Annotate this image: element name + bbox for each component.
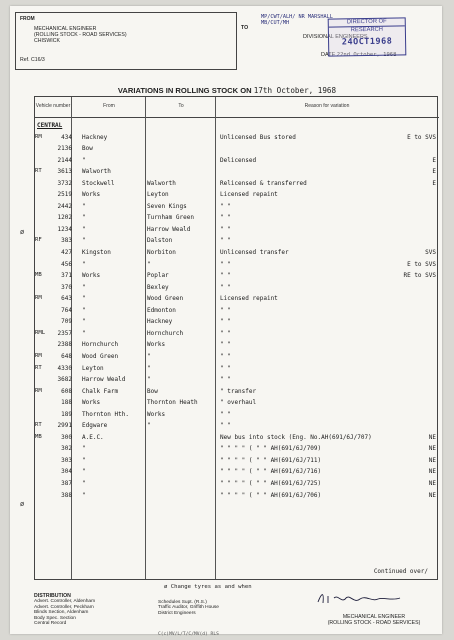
- vehicle-number: 371: [61, 272, 72, 280]
- vehicle-number: 4330: [57, 364, 72, 372]
- from-cell: ": [82, 329, 86, 337]
- reason-cell: " ": [220, 341, 231, 349]
- to-cell: Bow: [147, 387, 158, 395]
- reason-cell: " " " " ( " " AH(691/6J/711): [220, 456, 322, 464]
- me-line: (ROLLING STOCK - ROAD SERVICES): [327, 620, 421, 626]
- from-cell: Hornchurch: [82, 341, 119, 349]
- reason-cell: Licensed repaint: [220, 191, 278, 199]
- from-cell: Kingston: [82, 249, 111, 256]
- to-cell: Wood Green: [147, 295, 184, 303]
- from-line: CHISWICK: [34, 38, 60, 45]
- table-row: [35, 374, 439, 385]
- from-cell: ": [82, 237, 86, 245]
- vehicle-number: 2136: [57, 145, 72, 153]
- to-cell: Poplar: [147, 272, 169, 280]
- from-cell: ": [82, 202, 86, 210]
- vehicle-number: 3682: [57, 376, 72, 384]
- tyre-note: ø Change tyres as and when: [164, 584, 252, 590]
- to-cell: ": [147, 352, 151, 360]
- vehicle-number: 188: [61, 399, 72, 407]
- code-cell: SVS: [425, 249, 436, 256]
- distribution-item: Central Record: [34, 621, 67, 627]
- date-value: 22nd October, 1968: [336, 52, 397, 58]
- code-cell: E: [432, 179, 436, 187]
- vehicle-prefix: RT: [35, 364, 42, 371]
- reason-cell: " overhaul: [220, 399, 257, 407]
- vehicle-number: 643: [61, 295, 72, 303]
- vehicle-number: 427: [61, 249, 72, 256]
- vehicle-number: 2357: [57, 329, 72, 337]
- col-reason: Reason for variation: [304, 103, 350, 110]
- table-row: [35, 132, 439, 143]
- from-cell: ": [82, 468, 86, 476]
- vehicle-number: 383: [61, 237, 72, 245]
- distribution-item: Advert. Controller, Aldenham: [34, 599, 96, 605]
- vehicle-number: 456: [61, 260, 72, 268]
- vehicle-number: 2144: [57, 156, 72, 164]
- reason-cell: " ": [220, 376, 231, 384]
- table-header: [35, 97, 439, 118]
- vehicle-number: 434: [61, 133, 72, 141]
- table-row: [35, 259, 439, 270]
- signatory-title: [314, 614, 434, 626]
- table-row: [35, 212, 439, 223]
- date-label: DATE: [321, 52, 336, 58]
- reason-cell: " ": [220, 237, 231, 245]
- col-from: From: [103, 103, 115, 110]
- to-cell: Bexley: [147, 283, 169, 291]
- me-line: MECHANICAL ENGINEER: [342, 614, 406, 620]
- from-cell: Wood Green: [82, 352, 119, 360]
- table-row: [35, 166, 439, 177]
- reason-cell: " transfer: [220, 387, 257, 395]
- vehicle-prefix: MB: [35, 433, 42, 440]
- from-label: FROM: [20, 16, 35, 22]
- from-line: (ROLLING STOCK - ROAD SERVICES): [34, 32, 127, 39]
- to-cell: Norbiton: [147, 249, 176, 256]
- reason-cell: " " " " ( " " AH(691/6J/716): [220, 468, 322, 476]
- vehicle-number: 300: [61, 433, 72, 441]
- title-prefix: VARIATIONS IN ROLLING STOCK ON: [117, 86, 252, 95]
- vehicle-number: 303: [61, 456, 72, 464]
- code-cell: E to SVS: [407, 133, 436, 141]
- from-cell: ": [82, 225, 86, 233]
- from-cell: ": [82, 214, 86, 222]
- to-cell: ": [147, 260, 151, 268]
- reason-cell: " ": [220, 318, 231, 326]
- to-line: MP/CWT/ALH/ NR MARSHALL: [261, 14, 333, 20]
- table-row: [35, 235, 439, 246]
- table-row: [35, 201, 439, 212]
- from-cell: ": [82, 295, 86, 303]
- from-box: [15, 12, 237, 70]
- distribution-item: Advert. Controller, Peckham: [34, 604, 94, 610]
- from-cell: Works: [82, 272, 101, 280]
- to-cell: Turnham Green: [147, 214, 194, 222]
- distribution-item: Blinds Section, Aldenham: [34, 610, 89, 616]
- to-cell: Hackney: [147, 318, 173, 326]
- vehicle-number: 189: [61, 410, 72, 418]
- vehicle-prefix: RT: [35, 168, 42, 175]
- from-cell: Edgware: [82, 422, 108, 430]
- vehicle-number: 1234: [57, 225, 72, 233]
- distribution-item: Body Spec. Section: [34, 615, 76, 621]
- to-cell: Works: [147, 410, 166, 418]
- to-label: TO: [241, 25, 249, 31]
- col-to: To: [178, 103, 184, 110]
- reason-cell: " " " " ( " " AH(691/6J/709): [220, 445, 322, 453]
- from-cell: Walworth: [82, 168, 111, 176]
- from-cell: ": [82, 318, 86, 326]
- vehicle-prefix: RM: [35, 352, 42, 359]
- to-cell: Works: [147, 341, 166, 349]
- margin-mark: ø: [20, 228, 25, 236]
- code-cell: NE: [428, 491, 436, 499]
- table-row: [35, 270, 439, 281]
- reason-cell: Unlicensed transfer: [220, 249, 289, 256]
- from-cell: Stockwell: [82, 179, 115, 187]
- reference: Ref. C16/3: [20, 57, 45, 63]
- vehicle-number: 2519: [57, 191, 72, 199]
- table-row: [35, 351, 439, 362]
- from-cell: ": [82, 456, 86, 464]
- distribution-title: DISTRIBUTION: [34, 593, 71, 599]
- vehicle-number: 387: [61, 480, 72, 487]
- to-cell: ": [147, 422, 151, 430]
- code-cell: NE: [428, 456, 436, 464]
- from-cell: ": [82, 445, 86, 453]
- table-row: [35, 386, 439, 397]
- to-cell: Dalston: [147, 237, 173, 245]
- code-cell: E: [432, 168, 436, 176]
- code-cell: NE: [428, 480, 436, 487]
- vehicle-prefix: RML: [35, 329, 46, 336]
- signature: [314, 590, 404, 606]
- to-line: MB/CUT/MH: [261, 20, 290, 26]
- vehicle-number: 2991: [57, 422, 72, 430]
- distribution-item: District Engineers: [158, 610, 196, 616]
- vehicle-number: 3732: [57, 179, 72, 187]
- reason-cell: " ": [220, 225, 231, 233]
- vehicle-number: 304: [61, 468, 72, 476]
- bottom-code: C(c)MV/L/T/C/MV(d) RLS: [158, 632, 219, 637]
- vehicle-number: 2442: [57, 202, 72, 210]
- table-row: [35, 305, 439, 316]
- vehicle-number: 608: [61, 387, 72, 395]
- vehicle-number: 764: [61, 306, 72, 314]
- vehicle-prefix: RM: [35, 387, 42, 394]
- page-title: [0, 86, 454, 95]
- table-row: [35, 293, 439, 304]
- code-cell: NE: [428, 468, 436, 476]
- from-cell: Works: [82, 191, 101, 199]
- reason-cell: " ": [220, 260, 231, 268]
- vehicle-prefix: RM: [35, 133, 42, 140]
- from-cell: ": [82, 480, 86, 487]
- table-row: [35, 189, 439, 200]
- to-cell: Thornton Heath: [147, 399, 198, 407]
- from-cell: Thornton Hth.: [82, 410, 129, 418]
- to-cell: Edmonton: [147, 306, 176, 314]
- code-cell: E: [432, 156, 436, 164]
- from-line: MECHANICAL ENGINEER: [34, 26, 97, 32]
- reason-cell: " " " " ( " " AH(691/6J/706): [220, 491, 322, 499]
- section-row: [35, 120, 439, 131]
- table-row: [35, 478, 439, 489]
- table-row: [35, 316, 439, 327]
- table-row: [35, 143, 439, 154]
- table-row: [35, 443, 439, 454]
- reason-cell: " ": [220, 329, 231, 337]
- code-cell: NE: [428, 433, 436, 441]
- table-row: [35, 247, 439, 258]
- vehicle-number: 388: [61, 491, 72, 499]
- table-row: [35, 409, 439, 420]
- reason-cell: " ": [220, 352, 231, 360]
- from-cell: ": [82, 306, 86, 314]
- reason-cell: New bus into stock (Eng. No.AH(691/6J/707): [220, 433, 372, 441]
- vehicle-number: 302: [61, 445, 72, 453]
- reason-cell: " ": [220, 306, 231, 314]
- footer: [34, 568, 438, 637]
- col-vehicle: Vehicle number: [35, 103, 71, 110]
- to-recipients: [261, 14, 333, 26]
- reason-cell: Relicensed & transferred: [220, 179, 307, 187]
- table-row: [35, 397, 439, 408]
- vehicle-prefix: RT: [35, 422, 42, 429]
- vehicle-prefix: RF: [35, 237, 42, 244]
- variations-table: [34, 96, 438, 580]
- reason-cell: " ": [220, 283, 231, 291]
- table-row: [35, 339, 439, 350]
- to-cell: ": [147, 364, 151, 372]
- reason-cell: Unlicensed Bus stored: [220, 133, 296, 141]
- stamp-line: DIRECTOR OF: [329, 18, 405, 27]
- table-row: [35, 178, 439, 189]
- continued-note: Continued over/: [373, 568, 428, 575]
- distribution-item: Traffic Auditor, Griffith House: [158, 605, 219, 611]
- reason-cell: " ": [220, 364, 231, 372]
- table-row: [35, 224, 439, 235]
- table-row: [35, 490, 439, 501]
- vehicle-number: 3613: [57, 168, 72, 176]
- section-label: CENTRAL: [37, 122, 63, 129]
- from-cell: Chalk Farm: [82, 387, 119, 395]
- from-cell: Bow: [82, 145, 93, 153]
- reason-cell: " ": [220, 214, 231, 222]
- to-cell: Harrow Weald: [147, 225, 191, 233]
- title-date: 17th October, 1968: [253, 86, 337, 95]
- to-cell: Walworth: [147, 179, 176, 187]
- table-row: [35, 363, 439, 374]
- from-cell: Harrow Weald: [82, 376, 126, 384]
- to-cell: ": [147, 376, 151, 384]
- from-cell: A.E.C.: [82, 433, 104, 441]
- from-address: [34, 26, 127, 45]
- table-row: [35, 432, 439, 443]
- stamp-date: 24OCT1968: [341, 36, 393, 48]
- distribution-list: [34, 594, 95, 626]
- from-cell: Hackney: [82, 133, 108, 141]
- code-cell: E to SVS: [407, 260, 436, 268]
- from-cell: ": [82, 156, 86, 164]
- margin-mark: ø: [20, 500, 25, 508]
- reason-cell: " ": [220, 422, 231, 430]
- stamp-line: RESEARCH: [350, 26, 384, 34]
- to-cell: Seven Kings: [147, 202, 187, 210]
- vehicle-prefix: RM: [35, 295, 42, 302]
- to-cell: Hornchurch: [147, 329, 184, 337]
- table-row: [35, 155, 439, 166]
- code-cell: NE: [428, 445, 436, 453]
- vehicle-number: 370: [61, 283, 72, 291]
- from-cell: Leyton: [82, 364, 104, 372]
- reason-cell: " ": [220, 272, 231, 280]
- to-cell: Leyton: [147, 191, 169, 199]
- table-row: [35, 282, 439, 293]
- distribution-item: Schedules Supt. (R.S.): [158, 600, 207, 605]
- reason-cell: Delicensed: [220, 156, 257, 164]
- vehicle-prefix: MB: [35, 272, 42, 279]
- table-row: [35, 466, 439, 477]
- from-cell: Works: [82, 399, 101, 407]
- vehicle-number: 2388: [57, 341, 72, 349]
- reason-cell: " ": [220, 202, 231, 210]
- table-row: [35, 455, 439, 466]
- from-cell: ": [82, 283, 86, 291]
- reason-cell: " ": [220, 410, 231, 418]
- table-row: [35, 420, 439, 431]
- table-row: [35, 328, 439, 339]
- from-cell: ": [82, 491, 86, 499]
- reason-cell: Licensed repaint: [220, 295, 278, 303]
- vehicle-number: 1202: [57, 214, 72, 222]
- divisional-engineers: DIVISIONAL ENGINEERS: [303, 34, 368, 40]
- distribution-list-2: [158, 600, 219, 616]
- received-stamp: [328, 17, 407, 56]
- vehicle-number: 709: [61, 318, 72, 326]
- code-cell: RE to SVS: [403, 272, 436, 280]
- vehicle-number: 648: [61, 352, 72, 360]
- reason-cell: " " " " ( " " AH(691/6J/725): [220, 480, 322, 487]
- from-cell: ": [82, 260, 86, 268]
